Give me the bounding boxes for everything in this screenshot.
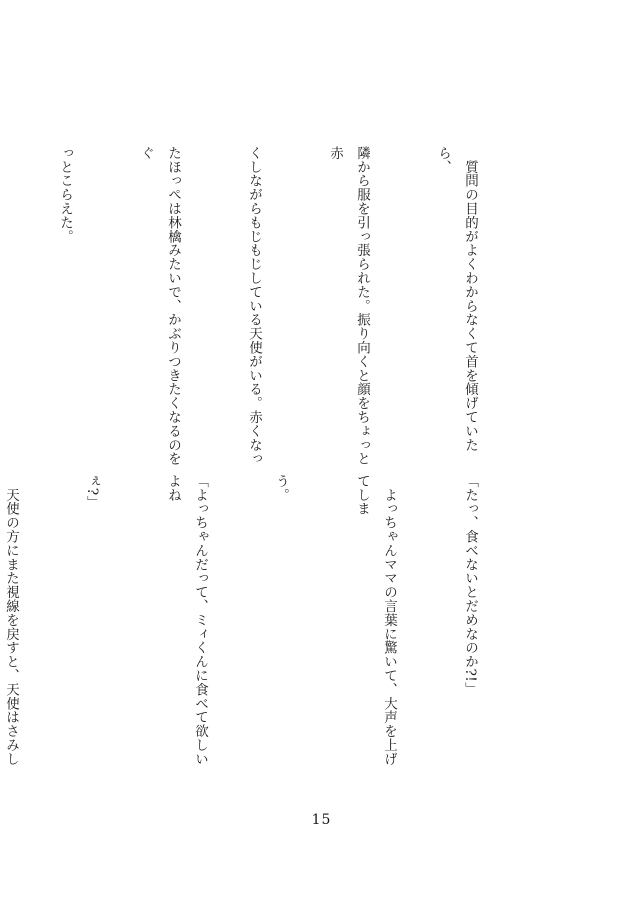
- text-column: たほっぺは林檎みたいで、かぶりつきたくなるのをぐ: [138, 146, 181, 466]
- text-block-top: [57, 146, 537, 466]
- text-block-bottom: [3, 474, 537, 774]
- text-column: 「よっちゃんだって、ミィくんに食べて欲しいよね: [165, 474, 208, 766]
- text-column: くしながらもじもじしている天使がいる。赤くなっ: [246, 146, 262, 466]
- text-column: 隣から服を引っ張られた。振り向くと顔をちょっと赤: [327, 146, 370, 466]
- text-column: 質問の目的がよくわからなくて首を傾げていたら、: [435, 146, 478, 452]
- text-column: っとこらえた。: [57, 146, 73, 244]
- text-column: よっちゃんママの言葉に驚いて、大声を上げてしま: [354, 474, 397, 766]
- text-column: 「たっ、食べないとだめなのか?!」: [462, 474, 478, 696]
- text-column: ぇ?」: [84, 474, 100, 510]
- text-column: 天使の方にまた視線を戻すと、天使はさみし: [3, 487, 19, 766]
- page-number: 15: [311, 812, 332, 828]
- text-column: う。: [273, 474, 289, 502]
